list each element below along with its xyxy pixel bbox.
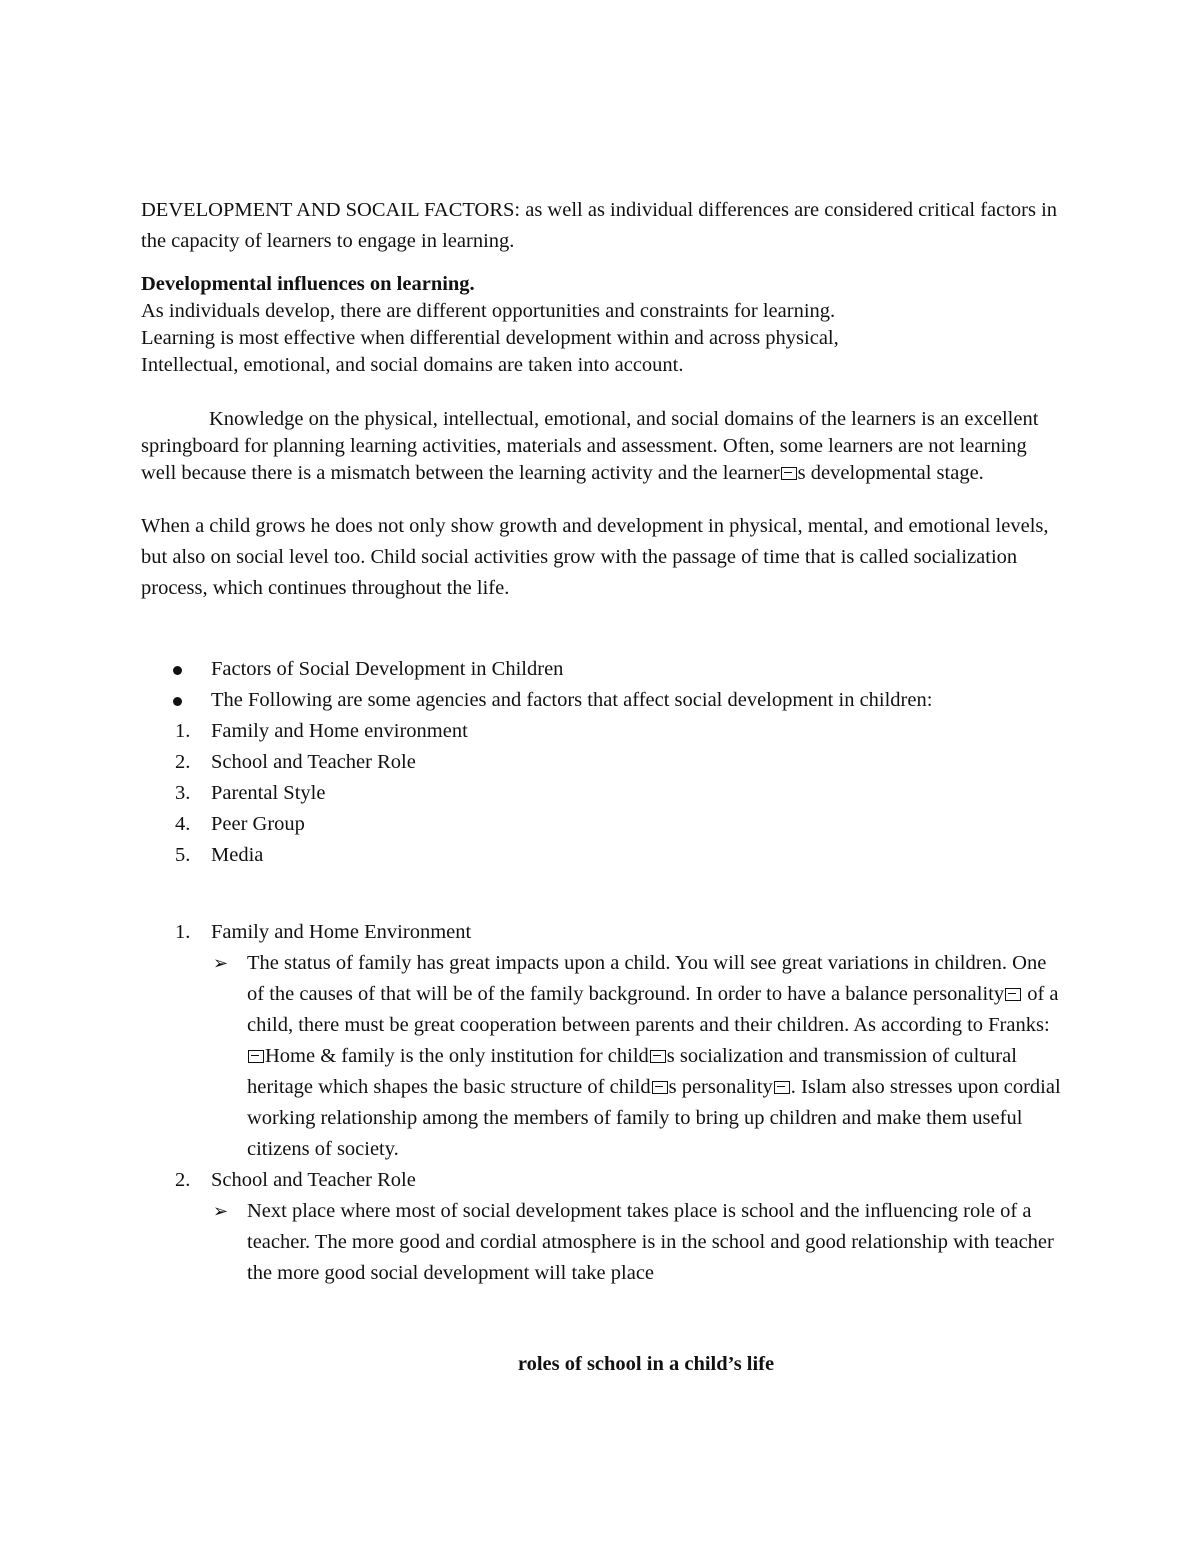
knowledge-paragraph (141, 406, 1061, 487)
list-number: 5. (175, 844, 191, 866)
detail-text: Home & family is the only institution for child (265, 1045, 649, 1067)
missing-glyph-icon (781, 467, 797, 480)
factor-label: Peer Group (211, 813, 305, 835)
arrow-bullet-icon: ➢ (213, 1201, 229, 1221)
development-line: As individuals develop, there are different opportunities and constraints for learning. (141, 300, 836, 322)
factor-label: Media (211, 844, 264, 866)
list-number: 2. (175, 1169, 191, 1191)
development-line: Intellectual, emotional, and social domains are taken into account. (141, 354, 684, 376)
detail-list (141, 917, 1061, 1289)
development-line: Learning is most effective when differential development within and across physical, (141, 327, 839, 349)
missing-glyph-icon (650, 1050, 666, 1063)
detail-text: . Islam also stresses upon cordial working relationship among the members of family to bring up children and make them useful citizens of society. (247, 1076, 1061, 1160)
socialization-paragraph: When a child grows he does not only show growth and development in physical, mental, and emotional levels, but also on social level too. Child social activities grow with the passage of time that is called socialization process, which continues throughout the life. (141, 515, 1049, 599)
knowledge-text: Knowledge on the physical, intellectual, emotional, and social domains of the learners is an excellent springboard for planning learning activities, materials and assessment. Often, some learners are not learning well because there is a mismatch between the learning activity and the learner (141, 408, 1039, 484)
factor-list (141, 716, 1061, 871)
detail-title: School and Teacher Role (211, 1169, 416, 1191)
missing-glyph-icon (248, 1050, 264, 1063)
factor-item (141, 778, 1061, 809)
bullet-item (141, 654, 1061, 685)
list-number: 2. (175, 751, 191, 773)
missing-glyph-icon (774, 1081, 790, 1094)
list-number: 1. (175, 921, 191, 943)
detail-item-school (141, 1165, 1061, 1289)
factor-item (141, 809, 1061, 840)
detail-text: s personality (668, 1076, 773, 1098)
detail-text: of a child, there must be great cooperation between parents and their children. As according to Franks: (247, 983, 1059, 1036)
factor-item (141, 747, 1061, 778)
bullet-icon (173, 697, 182, 706)
list-number: 3. (175, 782, 191, 804)
detail-title: Family and Home Environment (211, 921, 472, 943)
factor-item (141, 840, 1061, 871)
caption-heading: roles of school in a child’s life (517, 1353, 775, 1375)
list-number: 4. (175, 813, 191, 835)
intro-paragraph: DEVELOPMENT AND SOCAIL FACTORS: as well as individual differences are considered critical factors in the capacity of learners to engage in learning. (141, 199, 1058, 252)
bullet-item (141, 685, 1061, 716)
factor-label: School and Teacher Role (211, 751, 416, 773)
detail-subpoint (211, 948, 1061, 1165)
bullet-text: The Following are some agencies and factors that affect social development in children: (211, 689, 933, 711)
bullet-icon (173, 666, 182, 675)
bullet-text: Factors of Social Development in Children (211, 658, 564, 680)
missing-glyph-icon (652, 1081, 668, 1094)
list-number: 1. (175, 720, 191, 742)
bullet-list (141, 654, 1061, 716)
knowledge-text-end: s developmental stage. (797, 462, 984, 484)
development-lines (141, 298, 1061, 379)
detail-text: The status of family has great impacts upon a child. You will see great variations in children. One of the causes of that will be of the family background. In order to have a balance personality (247, 952, 1047, 1005)
factor-label: Parental Style (211, 782, 326, 804)
detail-text: s socialization and transmission of cultural heritage which shapes the basic structure of child (247, 1045, 1017, 1098)
detail-subpoint (211, 1196, 1061, 1289)
factor-item (141, 716, 1061, 747)
detail-item-family (141, 917, 1061, 1165)
factor-label: Family and Home environment (211, 720, 468, 742)
document-body (141, 195, 1061, 1289)
arrow-bullet-icon: ➢ (213, 953, 229, 973)
section-heading: Developmental influences on learning. (141, 273, 475, 295)
missing-glyph-icon (1005, 988, 1021, 1001)
detail-text: Next place where most of social development takes place is school and the influencing role of a teacher. The more good and cordial atmosphere is in the school and good relationship with teacher the more good social development will take place (247, 1200, 1054, 1284)
